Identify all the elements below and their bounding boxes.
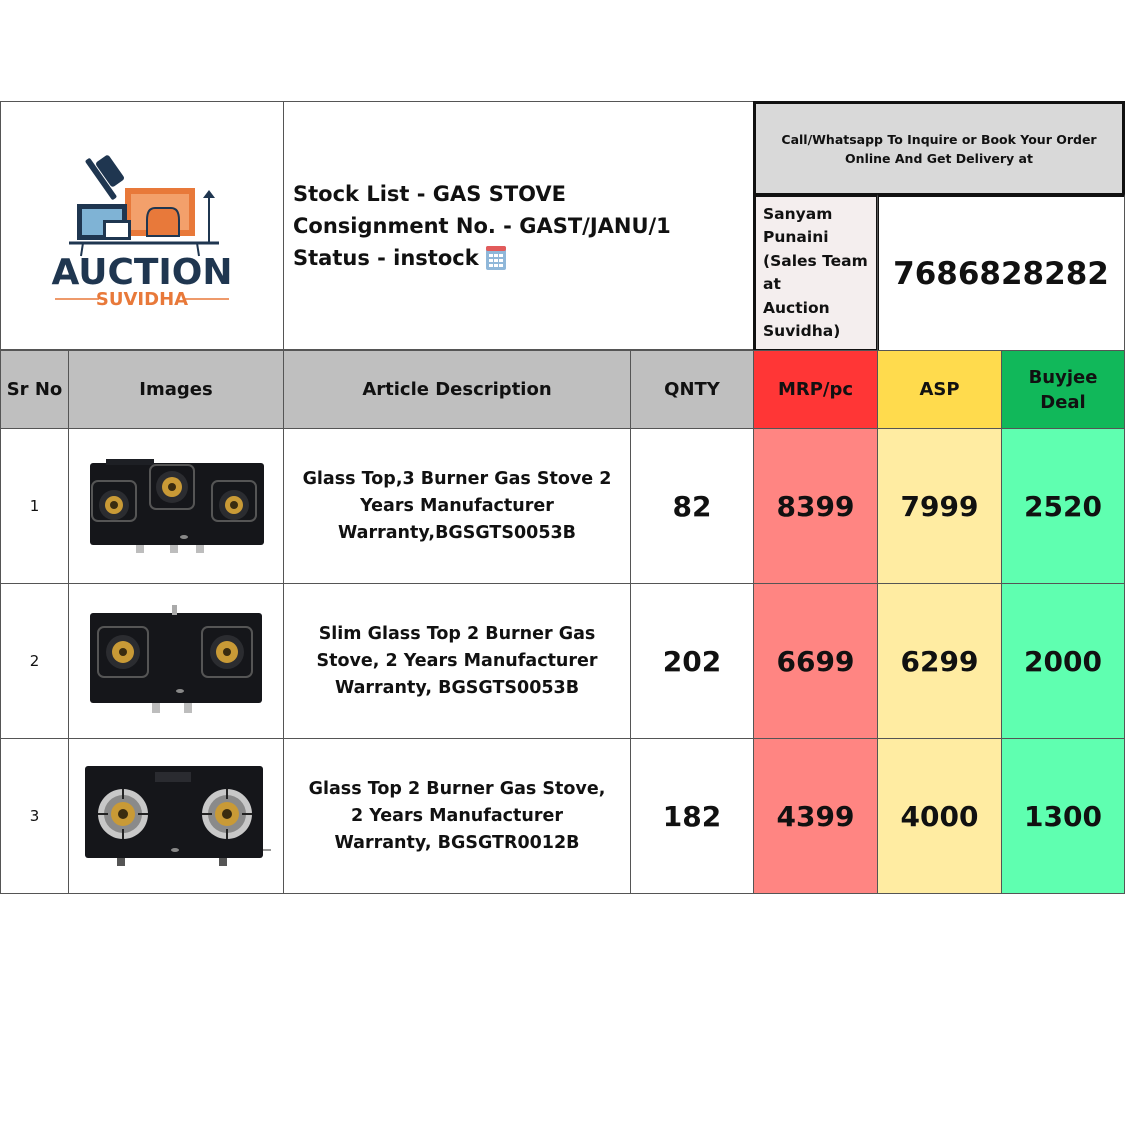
row3-deal: 1300	[1001, 738, 1125, 894]
status-line: Status - instock	[293, 242, 671, 274]
row2-srno: 2	[0, 583, 69, 739]
brand-line2: SUVIDHA	[95, 288, 189, 306]
contact-header: Call/Whatsapp To Inquire or Book Your Order Online And Get Delivery at	[753, 101, 1125, 196]
row1-description: Glass Top,3 Burner Gas Stove 2 Years Manufacturer Warranty,BGSGTS0053B	[283, 428, 631, 584]
gavel-icon	[85, 154, 125, 200]
row1-mrp: 8399	[753, 428, 878, 584]
row3-srno: 3	[0, 738, 69, 894]
phone-number[interactable]: 7686828282	[877, 194, 1125, 352]
row3-mrp: 4399	[753, 738, 878, 894]
row1-srno: 1	[0, 428, 69, 584]
building-icon	[484, 245, 508, 271]
row1-qnty: 82	[630, 428, 754, 584]
row2-asp: 6299	[877, 583, 1002, 739]
stock-info	[293, 178, 671, 274]
stock-list-sheet	[0, 101, 1125, 894]
info-cell	[283, 101, 754, 350]
row3-description: Glass Top 2 Burner Gas Stove, 2 Years Manufacturer Warranty, BGSGTR0012B	[283, 738, 631, 894]
name-line: (Sales Team	[763, 251, 868, 270]
stock-list-title: Stock List - GAS STOVE	[293, 181, 567, 206]
name-line: Sanyam	[763, 204, 833, 223]
name-line: at	[763, 275, 781, 293]
two-burner-steel-stove-icon	[79, 762, 273, 870]
logo-cell	[0, 101, 284, 350]
col-header-srno: Sr No	[0, 350, 69, 429]
consignment-number: Consignment No. - GAST/JANU/1	[293, 213, 671, 238]
row2-deal: 2000	[1001, 583, 1125, 739]
row3-image	[68, 738, 284, 894]
three-burner-stove-icon	[84, 457, 268, 555]
col-header-deal: Buyjee Deal	[1001, 350, 1125, 429]
row2-qnty: 202	[630, 583, 754, 739]
row3-asp: 4000	[877, 738, 1002, 894]
row2-description: Slim Glass Top 2 Burner Gas Stove, 2 Years Manufacturer Warranty, BGSGTS0053B	[283, 583, 631, 739]
name-line: Suvidha)	[763, 322, 841, 340]
col-header-qnty: QNTY	[630, 350, 754, 429]
row1-image	[68, 428, 284, 584]
col-header-description: Article Description	[283, 350, 631, 429]
col-header-asp: ASP	[877, 350, 1002, 429]
col-header-mrp: MRP/pc	[753, 350, 878, 429]
row1-asp: 7999	[877, 428, 1002, 584]
sales-contact-name	[753, 194, 879, 352]
row2-mrp: 6699	[753, 583, 878, 739]
row3-qnty: 182	[630, 738, 754, 894]
row2-image	[68, 583, 284, 739]
two-burner-stove-icon	[84, 605, 268, 717]
name-line: Punaini	[763, 228, 829, 246]
name-line: Auction	[763, 298, 830, 317]
auction-suvidha-logo	[47, 146, 237, 306]
row1-deal: 2520	[1001, 428, 1125, 584]
brand-line1: AUCTION	[51, 251, 233, 293]
col-header-images: Images	[68, 350, 284, 429]
